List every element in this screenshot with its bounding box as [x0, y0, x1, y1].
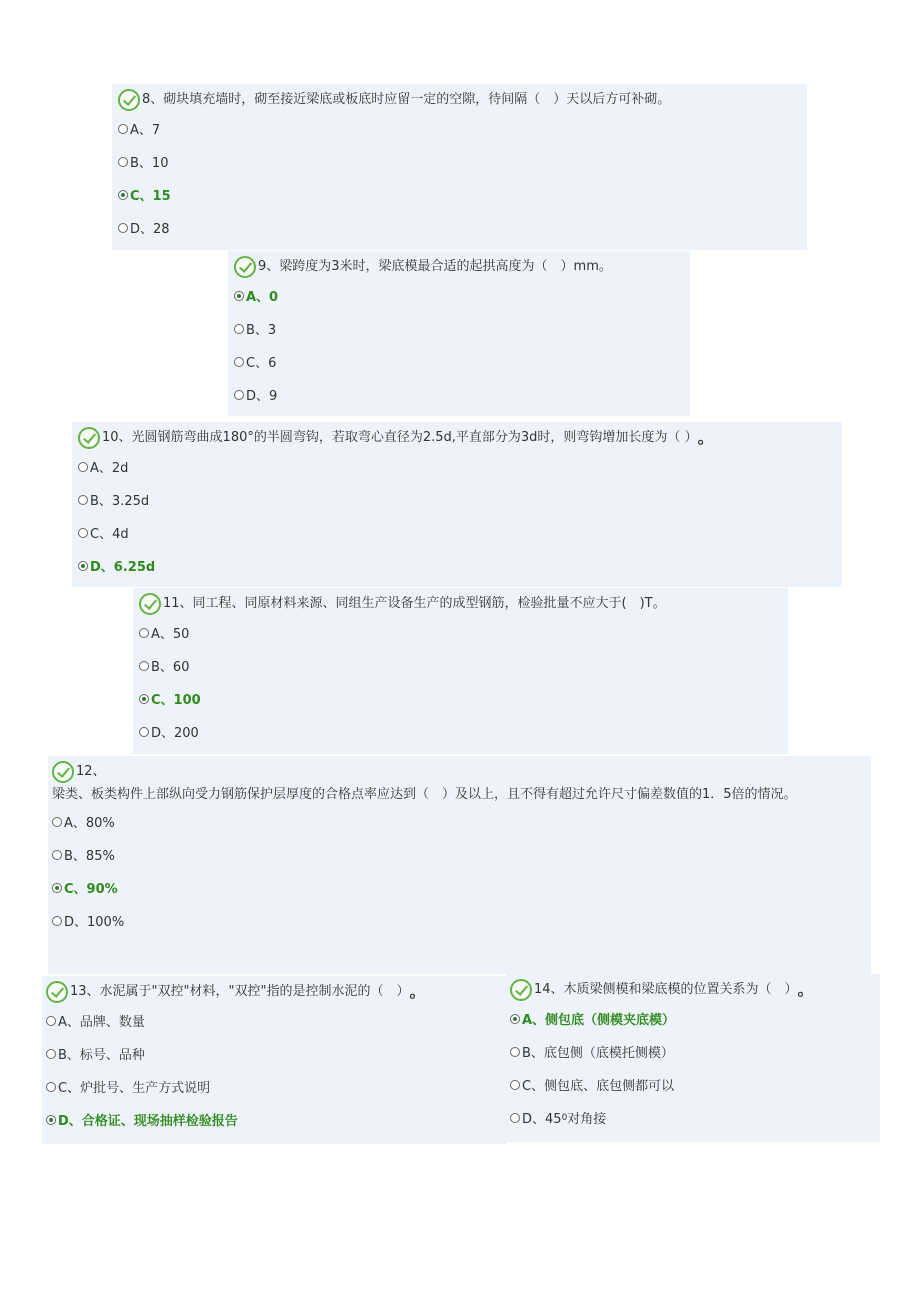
question-13-stem-end: 。 [409, 982, 426, 1001]
option-c-label: C、6 [246, 356, 277, 371]
option-c-selected[interactable] [118, 178, 801, 211]
radio-icon[interactable] [118, 124, 128, 134]
radio-icon[interactable] [52, 916, 62, 926]
option-a-label: A、2d [90, 461, 129, 476]
question-9-header [234, 255, 684, 279]
question-9-stem: 9、梁跨度为3米时，梁底模最合适的起拱高度为（ ）mm。 [258, 259, 612, 274]
option-a-selected[interactable] [510, 1002, 874, 1035]
option-d-label: D、200 [151, 726, 199, 741]
option-d-label: D、28 [130, 222, 170, 237]
question-10-header [78, 426, 836, 450]
radio-icon[interactable] [78, 528, 88, 538]
option-a-label: A、80% [64, 816, 115, 831]
option-d[interactable] [510, 1101, 874, 1134]
radio-icon[interactable] [510, 1080, 520, 1090]
question-10 [72, 422, 842, 587]
option-d-label-sup: 0 [561, 1112, 568, 1123]
option-c-selected[interactable] [139, 682, 782, 715]
option-b-label: B、3.25d [90, 494, 150, 509]
option-c[interactable] [510, 1068, 874, 1101]
option-b[interactable] [510, 1035, 874, 1068]
radio-icon[interactable] [46, 1082, 56, 1092]
option-a[interactable] [46, 1004, 500, 1037]
option-b[interactable] [52, 838, 865, 871]
radio-icon[interactable] [46, 1049, 56, 1059]
option-d-label: D、6.25d [90, 560, 156, 575]
question-12-number: 12、 [76, 764, 106, 779]
question-13 [42, 976, 506, 1144]
radio-selected-icon[interactable] [52, 883, 62, 893]
option-a-label: A、50 [151, 627, 190, 642]
radio-selected-icon[interactable] [234, 291, 244, 301]
checkmark-icon [46, 981, 68, 1003]
radio-icon[interactable] [52, 850, 62, 860]
radio-icon[interactable] [234, 357, 244, 367]
question-11-stem: 11、同工程、同原材料来源、同组生产设备生产的成型钢筋，检验批量不应大于( )T。 [163, 596, 666, 611]
question-8-stem: 8、砌块填充墙时，砌至接近梁底或板底时应留一定的空隙，待间隔（ ）天以后方可补砌。 [142, 92, 671, 107]
option-a[interactable] [118, 112, 801, 145]
checkmark-icon [118, 89, 140, 111]
radio-selected-icon[interactable] [118, 190, 128, 200]
radio-icon[interactable] [78, 462, 88, 472]
question-8 [112, 84, 807, 250]
option-c-label: C、炉批号、生产方式说明 [58, 1081, 211, 1096]
question-11 [133, 588, 788, 754]
option-a-label: A、0 [246, 290, 279, 305]
question-14 [506, 974, 880, 1142]
option-b[interactable] [139, 649, 782, 682]
option-c-label: C、100 [151, 693, 201, 708]
option-c[interactable] [234, 345, 684, 378]
option-d-label: D、100% [64, 915, 125, 930]
radio-icon[interactable] [78, 495, 88, 505]
option-d[interactable] [118, 211, 801, 244]
option-d-label: D、合格证、现场抽样检验报告 [58, 1114, 238, 1129]
option-b[interactable] [234, 312, 684, 345]
option-d[interactable] [139, 715, 782, 748]
option-b-label: B、10 [130, 156, 169, 171]
option-c-label: C、4d [90, 527, 129, 542]
radio-selected-icon[interactable] [46, 1115, 56, 1125]
option-b[interactable] [118, 145, 801, 178]
checkmark-icon [510, 979, 532, 1001]
question-12-stem: 梁类、板类构件上部纵向受力钢筋保护层厚度的合格点率应达到（ ）及以上，且不得有超过允许尺寸偏差数值的1．5倍的情况。 [52, 787, 797, 802]
radio-icon[interactable] [510, 1047, 520, 1057]
question-14-stem-end: 。 [797, 980, 814, 999]
question-10-stem-end: 。 [697, 428, 714, 447]
option-d-label-suffix: 对角接 [567, 1112, 607, 1127]
question-14-header [510, 978, 874, 1002]
option-d-label: D、9 [246, 389, 278, 404]
option-a-label: A、侧包底（侧模夹底模） [522, 1013, 676, 1028]
radio-icon[interactable] [139, 628, 149, 638]
option-d[interactable] [52, 904, 865, 937]
question-9 [228, 251, 690, 416]
option-d[interactable] [234, 378, 684, 411]
radio-icon[interactable] [139, 727, 149, 737]
radio-icon[interactable] [118, 157, 128, 167]
option-a-label: A、7 [130, 123, 161, 138]
option-c[interactable] [46, 1070, 500, 1103]
radio-icon[interactable] [52, 817, 62, 827]
option-d-label-prefix: D、45 [522, 1112, 562, 1127]
question-10-stem: 10、光圆钢筋弯曲成180°的半圆弯钩，若取弯心直径为2.5d,平直部分为3d时，则弯钩增加长度为（ ） [102, 430, 698, 445]
question-13-header [46, 980, 500, 1004]
option-c-selected[interactable] [52, 871, 865, 904]
radio-icon[interactable] [46, 1016, 56, 1026]
option-b-label: B、85% [64, 849, 115, 864]
radio-selected-icon[interactable] [78, 561, 88, 571]
option-c[interactable] [78, 516, 836, 549]
option-c-label: C、侧包底、底包侧都可以 [522, 1079, 675, 1094]
option-b-label: B、60 [151, 660, 190, 675]
radio-icon[interactable] [234, 324, 244, 334]
option-a-label: A、品牌、数量 [58, 1015, 145, 1030]
radio-selected-icon[interactable] [510, 1014, 520, 1024]
option-b-label: B、底包侧（底模托侧模） [522, 1046, 674, 1061]
option-b[interactable] [78, 483, 836, 516]
option-d-selected[interactable] [78, 549, 836, 582]
option-a[interactable] [139, 616, 782, 649]
option-a-selected[interactable] [234, 279, 684, 312]
radio-icon[interactable] [139, 661, 149, 671]
radio-icon[interactable] [510, 1113, 520, 1123]
question-12-header [52, 760, 865, 784]
checkmark-icon [139, 593, 161, 615]
question-14-stem: 14、木质梁侧模和梁底模的位置关系为（ ） [534, 982, 798, 997]
option-a[interactable] [52, 805, 865, 838]
option-a[interactable] [78, 450, 836, 483]
question-13-stem: 13、水泥属于"双控"材料，"双控"指的是控制水泥的（ ） [70, 984, 410, 999]
option-d-selected[interactable] [46, 1103, 500, 1136]
question-12 [48, 756, 871, 974]
checkmark-icon [234, 256, 256, 278]
checkmark-icon [78, 427, 100, 449]
question-11-header [139, 592, 782, 616]
radio-icon[interactable] [118, 223, 128, 233]
option-b-label: B、标号、品种 [58, 1048, 145, 1063]
option-c-label: C、90% [64, 882, 118, 897]
option-c-label: C、15 [130, 189, 171, 204]
question-8-header [118, 88, 801, 112]
radio-selected-icon[interactable] [139, 694, 149, 704]
option-b-label: B、3 [246, 323, 277, 338]
radio-icon[interactable] [234, 390, 244, 400]
option-b[interactable] [46, 1037, 500, 1070]
checkmark-icon [52, 761, 74, 783]
